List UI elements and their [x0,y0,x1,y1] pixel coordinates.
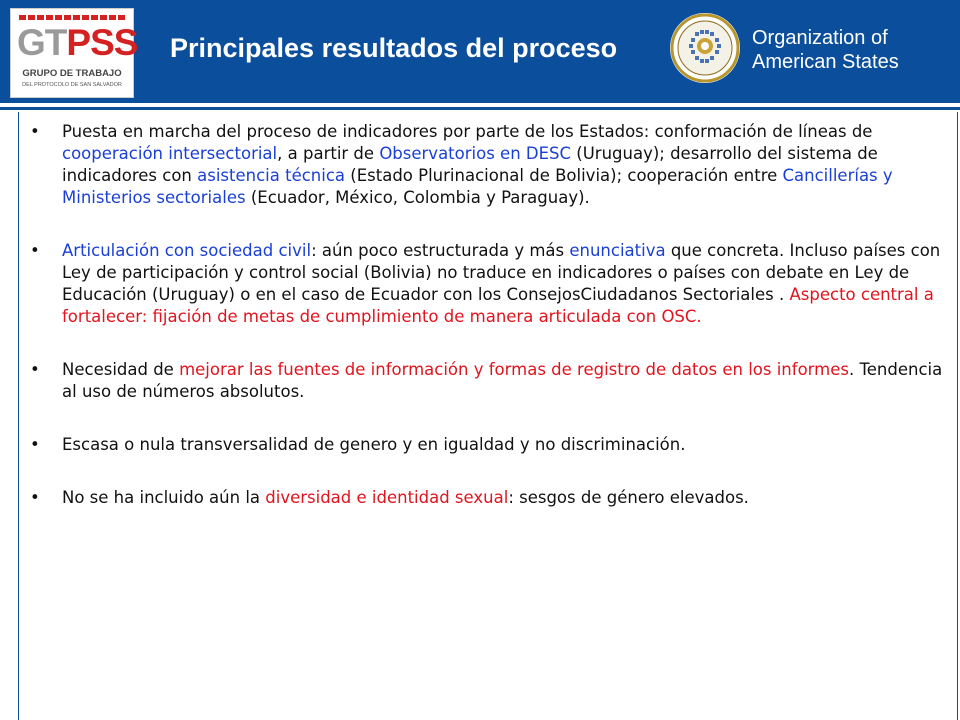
bullet-item [30,434,945,456]
bullet-text-segment: (Uruguay); desarrollo del sistema de indicadores con [62,144,878,185]
bullet-dot-icon: • [30,122,40,141]
bullet-item [30,240,945,328]
bullet-text-segment: Aspecto central a fortalecer: fijación de metas de cumplimiento de manera articulada con OSC. [62,285,934,326]
bullet-text-segment: cooperación intersectorial [62,144,278,163]
bullet-text-segment: Puesta en marcha del proceso de indicadores por parte de los Estados: conformación de líneas de [62,122,873,141]
bullet-dot-icon: • [30,360,40,379]
header-divider-lower [0,107,960,110]
bullet-text-segment: : sesgos de género elevados. [508,488,749,507]
logo-wordmark-gray: GT [17,22,67,63]
bullet-text-segment: . Tendencia al uso de números absolutos. [62,360,943,401]
bullet-text-segment: (Ecuador, México, Colombia y Paraguay). [245,188,590,207]
bullet-text-segment: Observatorios en DESC [379,144,572,163]
bullet-text-segment: Necesidad de [62,360,180,379]
oas-name-line2: American States [752,51,899,73]
bullet-text-segment: asistencia técnica [197,166,346,185]
bullet-item [30,359,945,403]
oas-name [752,26,952,74]
oas-seal-icon [669,12,741,84]
bullet-item [30,487,945,509]
logo-wordmark [17,22,138,63]
gtpss-logo [10,8,138,98]
bullet-text-segment: Escasa o nula transversalidad de genero y en igualdad y no discriminación. [62,435,686,454]
bullet-text-segment: enunciativa [569,241,666,260]
bullet-item [30,121,945,209]
bullet-text-segment: Cancillerías y Ministerios sectoriales [62,166,893,207]
bullet-dot-icon: • [30,488,40,507]
bullet-text-segment: (Estado Plurinacional de Bolivia); cooperación entre [345,166,783,185]
bullet-dot-icon: • [30,241,40,260]
bullet-list [30,121,945,540]
bullet-text-segment: que concreta. Incluso países con Ley de participación y control social (Bolivia) no traduce en indicadores o países con debate en Ley de Educación (Uruguay) o en el caso de Ecuador con los ConsejosCiudadanos Sectoriales . [62,241,941,304]
page-title: Principales resultados del proceso [170,33,618,63]
bullet-text-segment: diversidad e identidad sexual [265,488,509,507]
logo-dash-strip [19,15,125,21]
logo-line1: GRUPO DE TRABAJO [22,68,122,79]
bullet-text-segment: No se ha incluido aún la [62,488,266,507]
oas-name-line1: Organization of [752,27,888,49]
logo-line2: DEL PROTOCOLO DE SAN SALVADOR [22,82,122,88]
bullet-text-segment: : aún poco estructurada y más [311,241,570,260]
bullet-text-segment: mejorar las fuentes de información y formas de registro de datos en los informes [179,360,849,379]
logo-wordmark-red: PSS [66,22,138,63]
bullet-dot-icon: • [30,435,40,454]
bullet-text-segment: , a partir de [277,144,380,163]
bullet-text-segment: Articulación con sociedad civil [62,241,312,260]
